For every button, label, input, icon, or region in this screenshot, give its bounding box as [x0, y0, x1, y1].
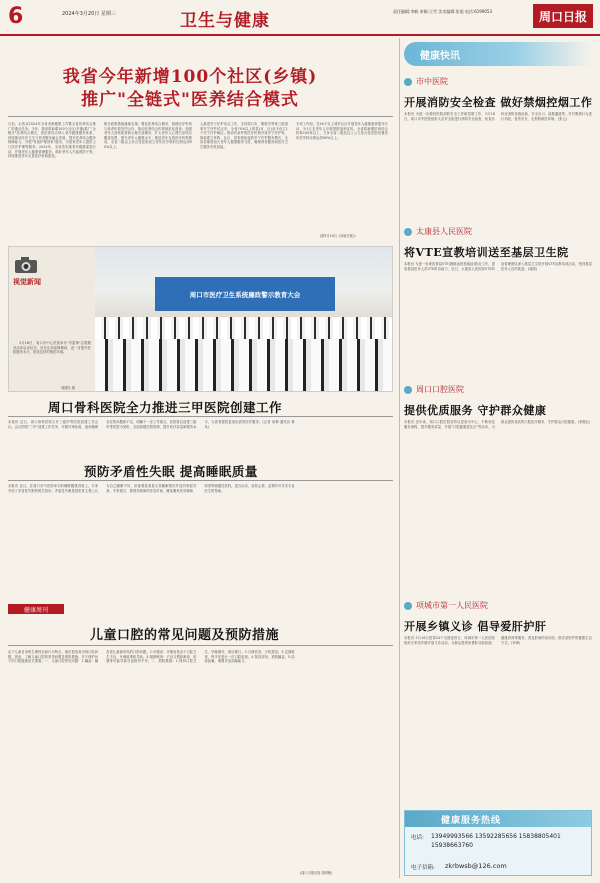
photo-author: 周德民 摄 [61, 386, 75, 390]
editor-info: 责任编辑:李帆 审稿:王雪 美术编辑:张旭 电话:6199053 [393, 9, 493, 14]
bullet-icon [404, 228, 412, 236]
photo-badge: 视觉新闻 [13, 278, 41, 286]
phone-label: 电话: [411, 835, 424, 841]
bullet-icon [404, 386, 412, 394]
s2-body: 本报讯 为进一步规范基层VTE(静脉血栓栓塞症)防治工作，提高基层医务人员VTE防治能力，近日，太康县人民医院VTE防治管理团队深入基层卫生院开展VTE宣教培训活动，受到基层医务人员的欢迎。(周刚) [404, 262, 592, 271]
news-photo [8, 246, 393, 392]
main-headline-line2: 推广"全链式"医养结合模式 [81, 90, 299, 110]
main-article-source: (据3月19日《河南日报》) [320, 234, 356, 238]
main-article-col2: 相关政策措施落地实施；强化医养结合服务，鼓励医疗机构与养老机构签约合作，推动医养结合机构规范化建设；加强老年人营养改善和心理关爱服务，扩大老年人心理关爱项目覆盖范围，提升老年人健康水平；推进老年友善医疗机构建设，全省二级以上综合性医院设立老年医学科的比例达到90%以上。 [104, 122, 192, 149]
article-oral-title: 儿童口腔的常见问题及预防措施 [90, 628, 280, 643]
s4-label: 项城市第一人民医院 [404, 600, 488, 611]
s4-title: 开展乡镇义诊 倡导爱肝护肝 [404, 620, 547, 633]
stage-banner-text: 周口市医疗卫生系统廉政警示教育大会 [189, 290, 301, 299]
s2-title: 将VTE宣教培训送至基层卫生院 [404, 246, 569, 259]
health-hotline-box [404, 810, 592, 876]
s3-label: 周口口腔医院 [404, 384, 464, 395]
newspaper-logo: 周口日报 [533, 4, 593, 28]
bullet-icon [404, 602, 412, 610]
email-label: 电子信箱: [411, 865, 435, 871]
email-address[interactable]: zkrbwsb@126.com [445, 862, 507, 870]
divider [8, 116, 393, 117]
page-number: 6 [8, 4, 24, 29]
s3-body: 本报讯 近年来，周口口腔医院坚持以患者为中心，不断优化服务流程，提升服务质量，开展"口腔健康进社区"等活动，为群众提供优质的口腔医疗服务，守护群众口腔健康。(李继红) [404, 420, 591, 429]
s1-title: 开展消防安全检查 做好禁烟控烟工作 [404, 96, 593, 109]
main-article-col3: 人推进安宁疗护试点工作，支持周口市、鹤壁市等第三批国家安宁疗护试点市，全省70%以上的县(市、区)至少设立1个安宁疗护病区。推动有条件的医疗机构开设安宁疗护科，探索建立机构、社区、居家相衔接的安宁疗护服务模式。全省各地将加大老年人健康服务力度，确保养老服务和医疗卫生服务有机衔接。 [200, 122, 288, 149]
section-ribbon: 健康周刊 [8, 604, 64, 614]
s1-label: 市中医院 [404, 76, 448, 87]
photo-stage-banner [155, 277, 335, 311]
page-header [0, 0, 600, 36]
health-news-banner-text: 健康快讯 [420, 50, 460, 62]
s4-body: 本报讯 3月18日是第24个全国爱肝日，项城市第一人民医院组织专家到乡镇开展义诊活动，为群众提供免费肝功能检测、健康咨询等服务，普及肝病防治知识，倡导爱肝护肝健康生活方式。(李坤) [404, 636, 592, 645]
article-insomnia-body: 本报讯 近日，在周口市中医院举办的睡眠健康讲座上，专家介绍了矛盾性失眠的相关知识。矛盾性失眠是指患者主观上认为自己睡眠不好，但客观检查显示其睡眠情况并没有明显异常。专家建议，要保持规律的作息时间，睡前避免饮用咖啡、浓茶等刺激性饮料，适当运动，放松心情，必要时可寻求专业医生的帮助。 [8, 484, 295, 493]
phone-numbers: 13949993566 13592285656 15838805401 15938663760 [431, 833, 561, 849]
article-bone-hospital-body: 本报讯 近日，周口骨科医院召开三级甲等医院创建工作会议。会议围绕"三甲"创建工作任务，对照评审标准，逐项梳理存在的问题和不足，明确下一步工作重点。医院将以创建三级甲等医院为契机，全面加强医院管理，提升医疗质量和服务水平，为患者提供更加优质的医疗服务。(记者 何梅 通讯员 林凤) [8, 420, 295, 429]
photo-caption: 3月18日，周口市中心医院举办"学雷锋"志愿服务活动启动仪式，旨在弘扬雷锋精神，进一步提升医院服务水平，营造良好的就医环境。 [13, 341, 91, 355]
s2-label: 太康县人民医院 [404, 226, 472, 237]
camera-icon [13, 255, 39, 275]
article-oral-body: 由于儿童自身的生理特点和行为特点，他们很容易出现口腔问题。因此，了解儿童口腔的常见问题及预防措施，对于保护孩子的口腔健康至关重要。一、儿童口腔常见问题：1.龋齿：龋齿是儿童最常见的口腔问题。2.牙龈炎：牙龈炎是由于口腔卫生不良，牙菌斑堆积导致。3.错颌畸形：不良习惯如吮指、咬唇等可能导致牙齿排列不齐。二、预防措施：1.保持口腔卫生，早晚刷牙，饭后漱口。2.合理饮食，少吃甜食。3.定期检查，每半年进行一次口腔检查。4.窝沟封闭，预防龋齿。5.局部涂氟，增强牙齿抗龋能力。 [8, 650, 295, 664]
main-headline-line1: 我省今年新增100个社区(乡镇) [62, 67, 318, 87]
section-title: 卫生与健康 [180, 11, 270, 31]
main-article-col4: 专项工作组，在40个以上城乡社区开展老年人健康素养提升行动，为1万名老年人开展预防接种宣传。全省将新增医养结合机构100家以上，力争全省二级及以上公立综合性医院设置老年医学科比例达到90%以上。 [296, 122, 388, 140]
article-insomnia-title: 预防矛盾性失眠 提高睡眠质量 [84, 464, 258, 479]
health-news-banner [404, 42, 592, 66]
bullet-icon [404, 78, 412, 86]
s3-title: 提供优质服务 守护群众健康 [404, 404, 547, 417]
hotline-title: 健康服务热线 [441, 815, 502, 826]
s1-body: 本报讯 为进一步做好医院消防安全工作和控烟工作，3月18日，周口市中医院组织人员对全院进行消防安全检查，检查各科室消防设施设备、安全出口、疏散通道等，并对吸烟行为进行劝阻，营造安全、无烟的就医环境。(张云) [404, 112, 592, 121]
main-article-col1: 日前，记者从2024年全省老龄健康工作暨全省医养结合推广的重点任务。今年，我省将新增100个社区(乡镇)推广"全链式"医养结合模式，将医养结合纳入老年健康服务体系，持续推动医疗卫生与养老服务融合发展，提升医养结合服务保障能力。开展"家庭护理到家"服务，为居家老年人提供上门医疗护理等服务。2024年，全省将实施老年健康促进行动，开展老年人健康管理服务，做好老年人失能预防干预，持续推进老年友善医疗机构建设。 [8, 122, 96, 159]
issue-date: 2024年3月20日 星期三 [62, 11, 116, 17]
article-oral-source: (周口日报百姓 周明俊) [300, 871, 333, 875]
article-bone-hospital-title: 周口骨科医院全力推进三甲医院创建工作 [48, 400, 283, 415]
